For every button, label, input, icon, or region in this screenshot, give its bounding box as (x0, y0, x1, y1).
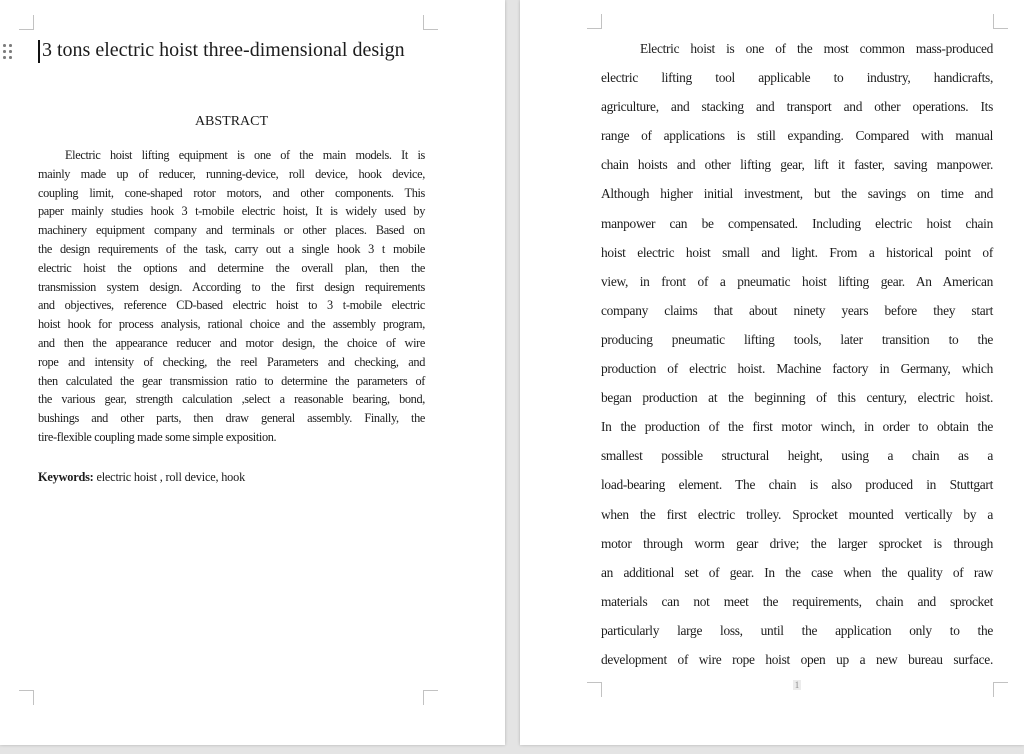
page-right (520, 0, 1024, 745)
body-paragraph[interactable] (601, 34, 993, 674)
crop-mark-top-left-icon (19, 15, 34, 30)
text-line[interactable]: hoist hook for process analysis, rational choice and the assembly program, (38, 317, 425, 332)
text-line[interactable]: when the first electric trolley. Sprocket mounted vertically by a (601, 506, 993, 522)
text-line[interactable]: smallest possible structural height, using a chain as a (601, 448, 993, 464)
text-line[interactable]: then calculated the gear transmission ratio to determine the parameters of (38, 373, 425, 388)
text-line[interactable]: view, in front of a pneumatic hoist lifting gear. An American (601, 273, 993, 289)
document-title[interactable]: 3 tons electric hoist three-dimensional design (42, 39, 405, 61)
text-line[interactable]: the various gear, strength calculation ,select a reasonable bearing, bond, (38, 392, 425, 407)
text-line[interactable]: materials can not meet the requirements, chain and sprocket (601, 593, 993, 609)
crop-mark-bottom-right-icon (993, 682, 1008, 697)
page-left (0, 0, 505, 745)
abstract-heading[interactable]: ABSTRACT (194, 114, 269, 129)
crop-mark-top-left-icon (587, 14, 602, 29)
text-line[interactable]: producing pneumatic lifting tools, later transition to the (601, 331, 993, 347)
crop-mark-bottom-left-icon (19, 690, 34, 705)
text-line[interactable]: tire-flexible coupling made some simple exposition. (38, 429, 277, 444)
keywords-label: Keywords: (38, 470, 94, 484)
text-line[interactable]: range of applications is still expanding. Compared with manual (601, 128, 993, 144)
text-line[interactable]: company claims that about ninety years before they start (601, 302, 993, 318)
text-line[interactable]: rope and intensity of checking, the reel Parameters and checking, and (38, 354, 425, 369)
text-line[interactable]: motor through worm gear drive; the larger sprocket is through (601, 535, 993, 551)
text-line[interactable]: an additional set of gear. In the case when the quality of raw (601, 564, 993, 580)
text-caret (38, 40, 40, 63)
text-line[interactable]: manpower can be compensated. Including electric hoist chain (601, 215, 993, 231)
text-line[interactable]: development of wire rope hoist open up a new bureau surface. (601, 651, 993, 667)
text-line[interactable]: In the production of the first motor winch, in order to obtain the (601, 419, 993, 435)
text-line[interactable]: began production at the beginning of this century, electric hoist. (601, 390, 993, 406)
text-line[interactable]: the design requirements of the task, carry out a single hook 3 t mobile (38, 241, 425, 256)
text-line[interactable]: and objectives, reference CD-based electric hoist to 3 t-mobile electric (38, 298, 425, 313)
text-line[interactable]: Electric hoist lifting equipment is one of the main models. It is (65, 148, 425, 162)
text-line[interactable]: electric hoist the options and determine the overall plan, then the (38, 260, 425, 275)
page-number: 1 (794, 680, 800, 690)
text-line[interactable]: paper mainly studies hook 3 t-mobile electric hoist, It is widely used by (38, 204, 425, 219)
crop-mark-top-right-icon (993, 14, 1008, 29)
text-line[interactable]: particularly large loss, until the application only to the (601, 622, 993, 638)
text-line[interactable]: Electric hoist is one of the most common mass-produced (640, 41, 993, 56)
crop-mark-top-right-icon (423, 15, 438, 30)
text-line[interactable]: Although higher initial investment, but the savings on time and (601, 186, 993, 202)
drag-handle-icon[interactable] (3, 44, 12, 59)
text-line[interactable]: bushings and other parts, then draw general assembly. Finally, the (38, 411, 425, 426)
text-line[interactable]: mainly made up of reducer, running-device, roll device, hook device, (38, 166, 425, 181)
keywords-value: electric hoist , roll device, hook (93, 470, 246, 484)
text-line[interactable]: machinery equipment company and terminals or other places. Based on (38, 223, 425, 238)
text-line[interactable]: production of electric hoist. Machine factory in Germany, which (601, 361, 993, 377)
text-line[interactable]: and then the appearance reducer and motor design, the choice of wire (38, 335, 425, 350)
abstract-paragraph[interactable] (38, 146, 425, 447)
text-line[interactable]: agriculture, and stacking and transport and other operations. Its (601, 99, 993, 115)
crop-mark-bottom-left-icon (587, 682, 602, 697)
crop-mark-bottom-right-icon (423, 690, 438, 705)
keywords-line[interactable] (38, 470, 425, 485)
text-line[interactable]: load-bearing element. The chain is also produced in Stuttgart (601, 477, 993, 493)
text-line[interactable]: chain hoists and other lifting gear, lift it faster, saving manpower. (601, 157, 993, 173)
text-line[interactable]: transmission system design. According to the first design requirements (38, 279, 425, 294)
text-line[interactable]: hoist electric hoist small and light. From a historical point of (601, 244, 993, 260)
text-line[interactable]: electric lifting tool applicable to industry, handicrafts, (601, 70, 993, 86)
text-line[interactable]: coupling limit, cone-shaped rotor motors, and other components. This (38, 185, 425, 200)
